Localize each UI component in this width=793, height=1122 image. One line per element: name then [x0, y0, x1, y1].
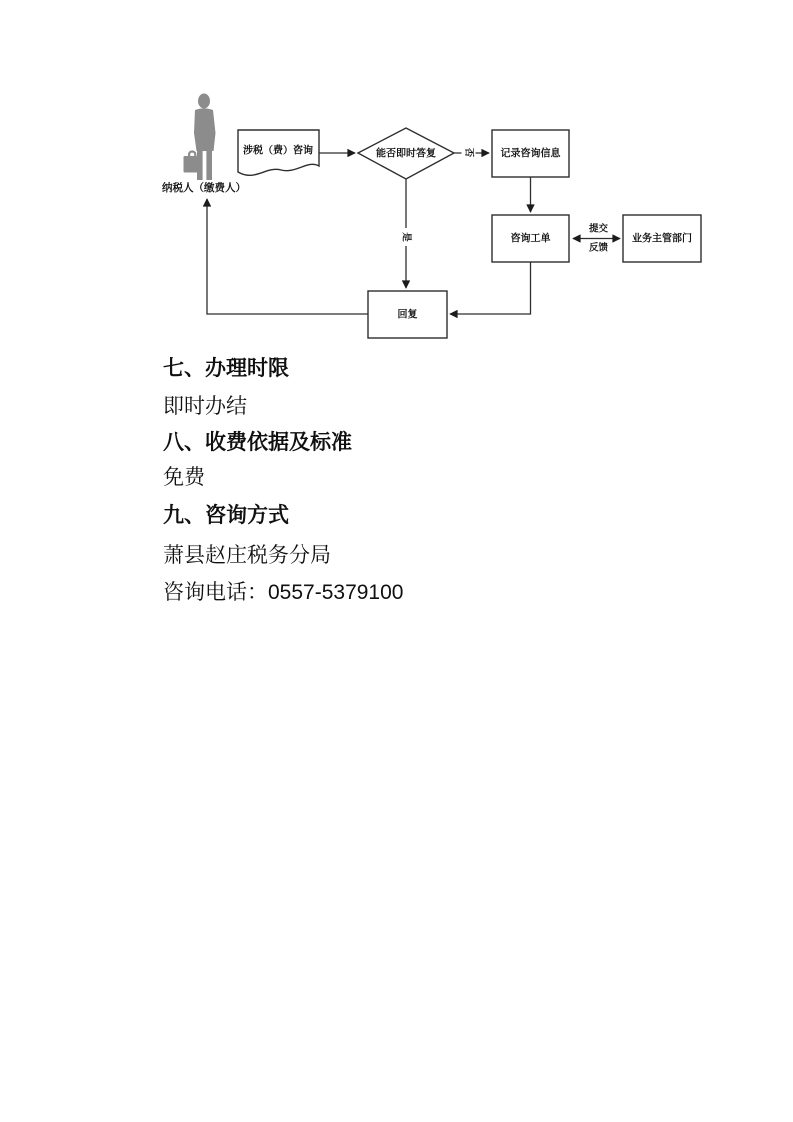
body-consultation-phone: 咨询电话：0557-5379100 — [163, 581, 404, 604]
heading-consultation-method: 九、咨询方式 — [163, 504, 289, 527]
actor-label: 纳税人（缴费人） — [162, 182, 246, 194]
node-ticket-label: 咨询工单 — [510, 233, 551, 245]
body-instant-completion: 即时办结 — [163, 395, 247, 418]
edge-label-feedback: 反馈 — [588, 242, 609, 254]
heading-processing-time-limit: 七、办理时限 — [163, 357, 289, 380]
edge-reply-to-actor — [207, 199, 368, 314]
edge-label-yes: 是 — [400, 232, 412, 242]
node-record-label: 记录咨询信息 — [500, 148, 561, 160]
edge-label-no: 否 — [463, 147, 474, 158]
edge-label-submit: 提交 — [588, 223, 609, 235]
edge-ticket-to-reply — [450, 262, 531, 314]
body-tax-branch-name: 萧县赵庄税务分局 — [163, 544, 331, 567]
node-reply-label: 回复 — [397, 309, 418, 321]
person-with-briefcase-icon — [184, 94, 216, 181]
node-department-label: 业务主管部门 — [632, 233, 692, 245]
node-decision-label: 能否即时答复 — [376, 148, 436, 160]
heading-fee-basis-standard: 八、收费依据及标准 — [163, 431, 352, 454]
node-request-label: 涉税（费）咨询 — [243, 145, 313, 157]
consultation-flowchart — [0, 0, 793, 360]
body-free: 免费 — [163, 466, 205, 489]
